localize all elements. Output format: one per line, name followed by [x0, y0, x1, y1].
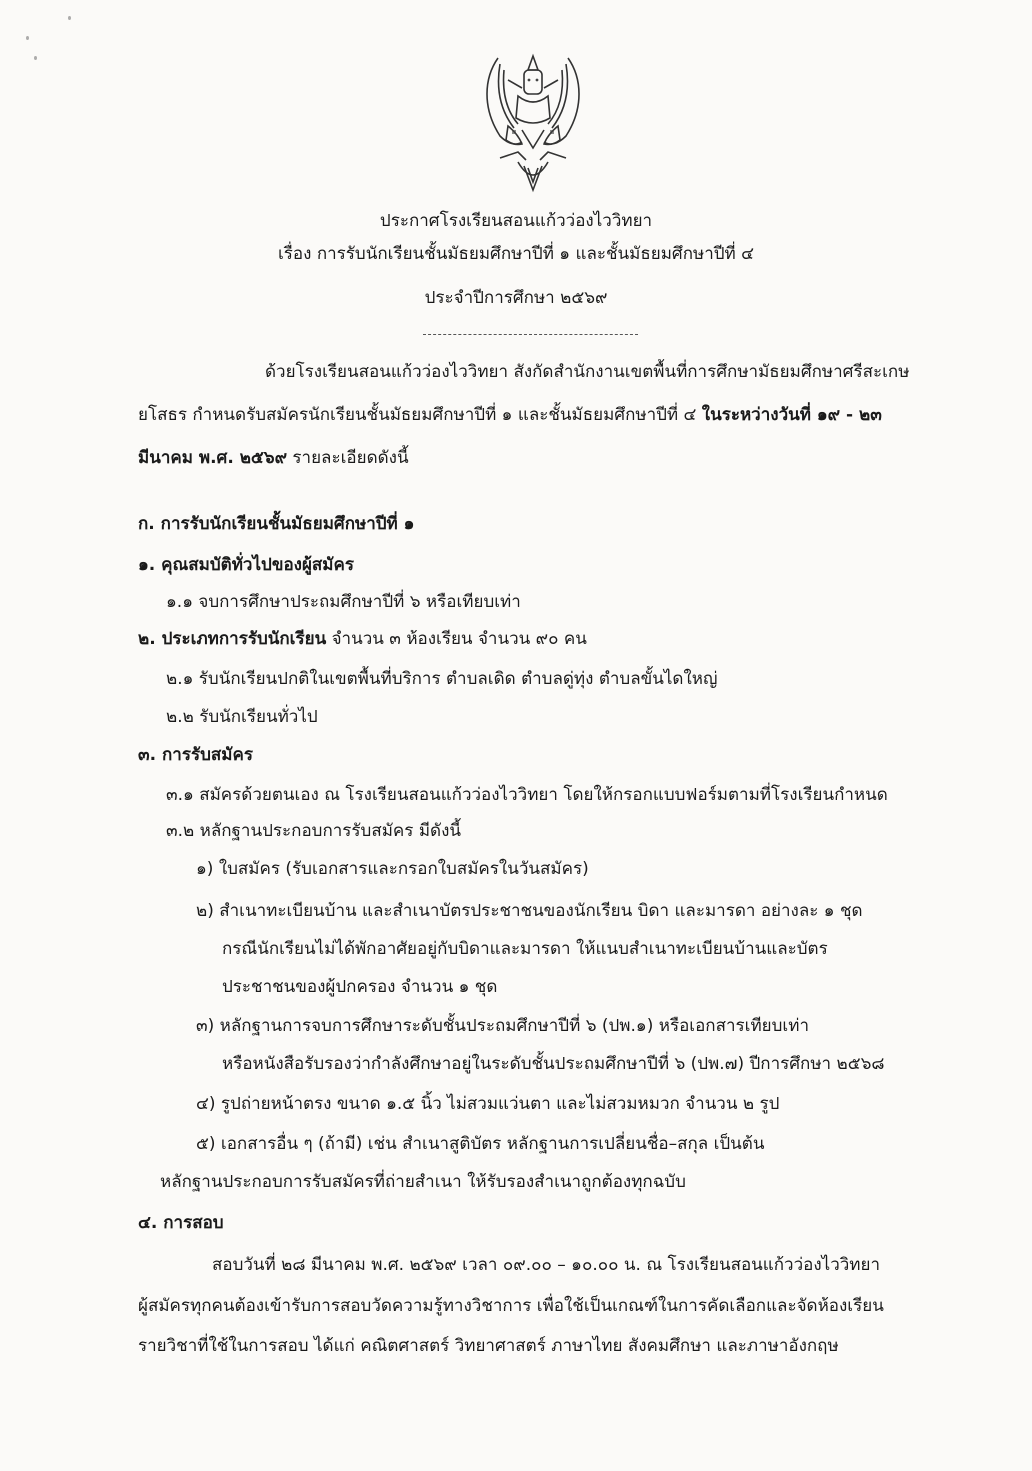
exam-line: สอบวันที่ ๒๘ มีนาคม พ.ศ. ๒๕๖๙ เวลา ๐๙.๐๐ – ๑๐.๐๐ น. ณ โรงเรียนสอนแก้วว่องไววิทยา [212, 1255, 881, 1275]
intro-line-1: ด้วยโรงเรียนสอนแก้วว่องไววิทยา สังกัดสำนักงานเขตพื้นที่การศึกษามัธยมศึกษาศรีสะเกษ [265, 362, 910, 382]
qualifications-heading: ๑. คุณสมบัติทั่วไปของผู้สมัคร [138, 555, 354, 575]
academic-year: ประจำปีการศึกษา ๒๕๖๙ [424, 288, 608, 308]
application-month: มีนาคม พ.ศ. ๒๕๖๙ [138, 448, 288, 468]
intro-text: ยโสธร กำหนดรับสมัครนักเรียนชั้นมัธยมศึกษาปีที่ ๑ และชั้นมัธยมศึกษาปีที่ ๔ [138, 405, 702, 425]
qualification-item: ๑.๑ จบการศึกษาประถมศึกษาปีที่ ๖ หรือเทียบเท่า [166, 592, 521, 612]
paper-speck [26, 36, 29, 40]
application-item: ๓.๒ หลักฐานประกอบการรับสมัคร มีดังนี้ [166, 821, 461, 841]
paper-speck [34, 56, 37, 60]
intro-line-2 [138, 403, 882, 427]
required-document: ๕) เอกสารอื่น ๆ (ถ้ามี) เช่น สำเนาสูติบัตร หลักฐานการเปลี่ยนชื่อ–สกุล เป็นต้น [196, 1134, 765, 1154]
garuda-emblem-icon [478, 48, 588, 196]
exam-line: ผู้สมัครทุกคนต้องเข้ารับการสอบวัดความรู้ทางวิชาการ เพื่อใช้เป็นเกณฑ์ในการคัดเลือกและจัดห้องเรียน [138, 1296, 884, 1316]
paper-speck [68, 16, 71, 20]
required-document-cont: กรณีนักเรียนไม่ได้พักอาศัยอยู่กับบิดาและมารดา ให้แนบสำเนาทะเบียนบ้านและบัตร [222, 939, 828, 959]
admission-type-heading [138, 627, 587, 651]
intro-text: รายละเอียดดังนี้ [287, 448, 409, 468]
intro-line-3 [138, 446, 409, 470]
announcement-subject: เรื่อง การรับนักเรียนชั้นมัธยมศึกษาปีที่ ๑ และชั้นมัธยมศึกษาปีที่ ๔ [277, 244, 755, 264]
required-document: ๑) ใบสมัคร (รับเอกสารและกรอกใบสมัครในวันสมัคร) [196, 859, 589, 879]
exam-line: รายวิชาที่ใช้ในการสอบ ได้แก่ คณิตศาสตร์ วิทยาศาสตร์ ภาษาไทย สังคมศึกษา และภาษาอังกฤษ [138, 1336, 839, 1356]
application-item: ๓.๑ สมัครด้วยตนเอง ณ โรงเรียนสอนแก้วว่องไววิทยา โดยให้กรอกแบบฟอร์มตามที่โรงเรียนกำหนด [166, 785, 888, 805]
divider [423, 334, 638, 335]
exam-heading: ๔. การสอบ [138, 1213, 224, 1233]
required-document: ๒) สำเนาทะเบียนบ้าน และสำเนาบัตรประชาชนของนักเรียน บิดา และมารดา อย่างละ ๑ ชุด [196, 901, 863, 921]
section-a-heading: ก. การรับนักเรียนชั้นมัธยมศึกษาปีที่ ๑ [138, 514, 415, 534]
admission-type-label: ๒. ประเภทการรับนักเรียน [138, 629, 327, 649]
admission-type-item: ๒.๑ รับนักเรียนปกติในเขตพื้นที่บริการ ตำบลเดิด ตำบลดู่ทุ่ง ตำบลขั้นไดใหญ่ [166, 669, 718, 689]
announcement-title: ประกาศโรงเรียนสอนแก้วว่องไววิทยา [379, 211, 653, 231]
required-document: ๓) หลักฐานการจบการศึกษาระดับชั้นประถมศึกษาปีที่ ๖ (ปพ.๑) หรือเอกสารเทียบเท่า [196, 1016, 809, 1036]
required-document-cont: หรือหนังสือรับรองว่ากำลังศึกษาอยู่ในระดับชั้นประถมศึกษาปีที่ ๖ (ปพ.๗) ปีการศึกษา ๒๕๖๘ [222, 1054, 885, 1074]
admission-type-item: ๒.๒ รับนักเรียนทั่วไป [166, 707, 318, 727]
required-document-cont: ประชาชนของผู้ปกครอง จำนวน ๑ ชุด [222, 977, 498, 997]
application-dates: ในระหว่างวันที่ ๑๙ - ๒๓ [701, 405, 882, 425]
admission-capacity: จำนวน ๓ ห้องเรียน จำนวน ๙๐ คน [326, 629, 587, 649]
required-document: ๔) รูปถ่ายหน้าตรง ขนาด ๑.๕ นิ้ว ไม่สวมแว่นตา และไม่สวมหมวก จำนวน ๒ รูป [196, 1094, 780, 1114]
document-note: หลักฐานประกอบการรับสมัครที่ถ่ายสำเนา ให้รับรองสำเนาถูกต้องทุกฉบับ [160, 1172, 686, 1192]
application-heading: ๓. การรับสมัคร [138, 745, 253, 765]
